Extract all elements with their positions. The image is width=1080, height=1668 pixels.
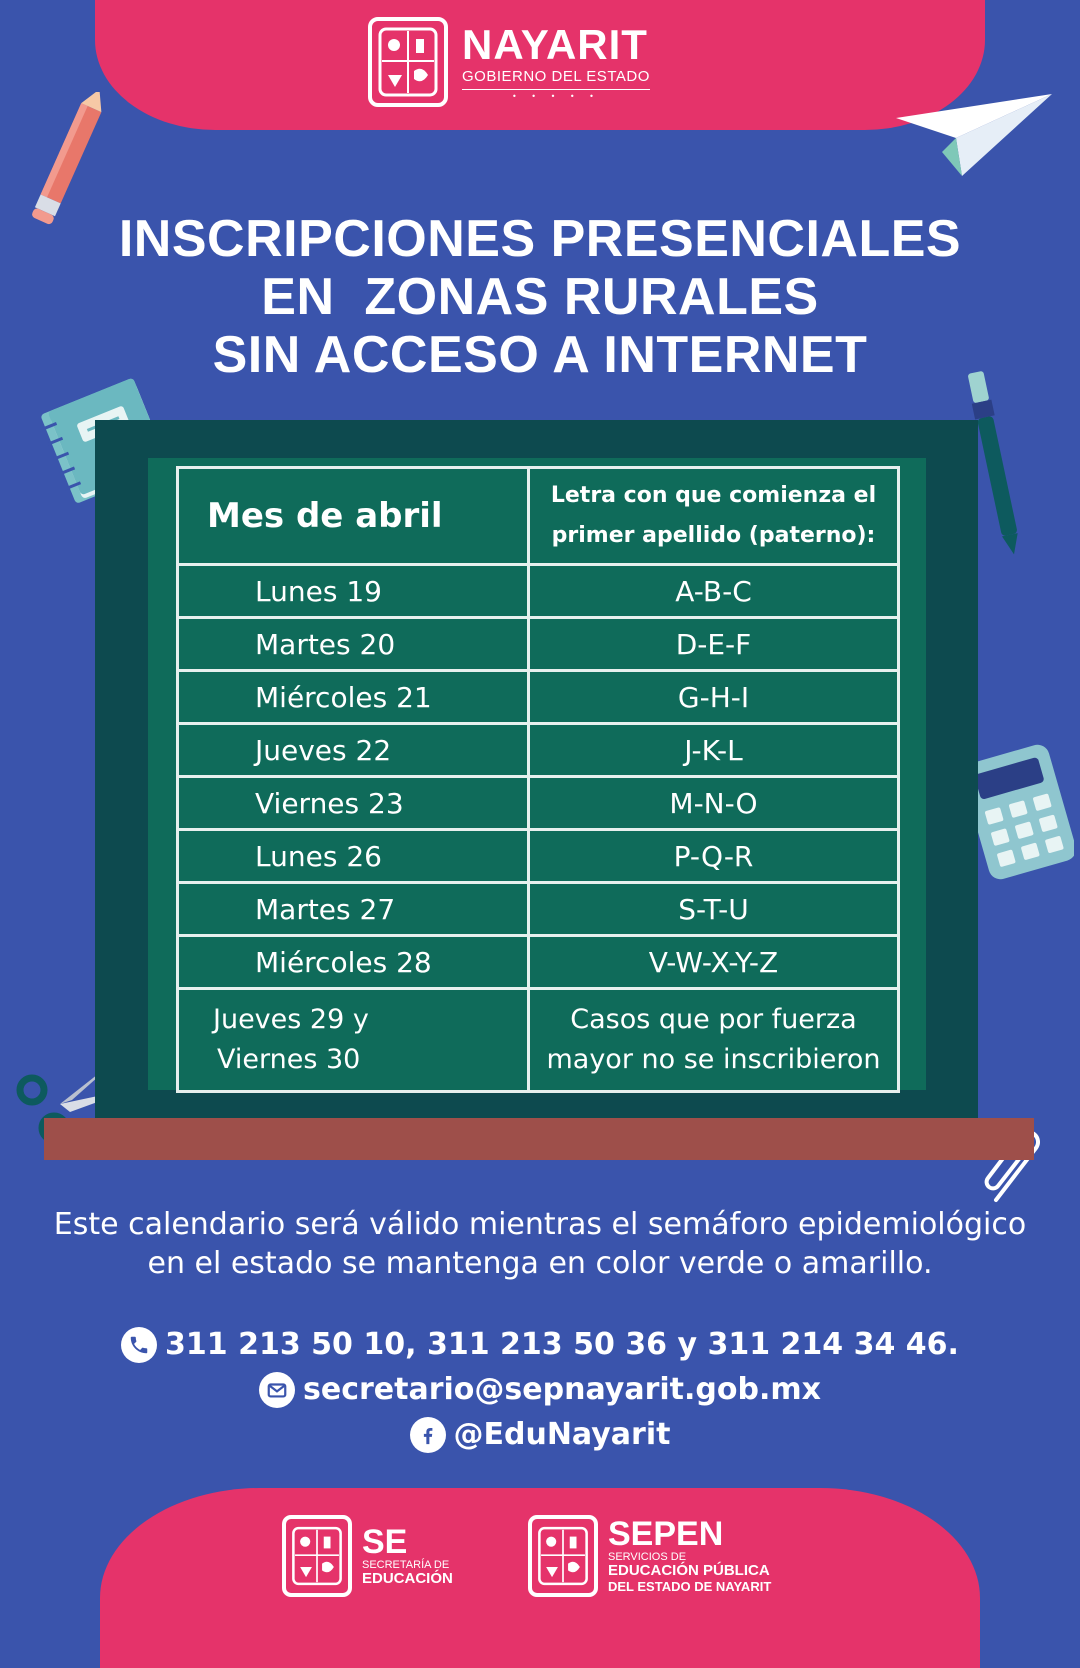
validity-note bbox=[0, 1205, 1080, 1283]
table-header-row bbox=[178, 468, 899, 565]
row-day: Jueves 22 bbox=[178, 724, 529, 777]
sepen-seal-icon bbox=[528, 1515, 598, 1597]
row-letters: G-H-I bbox=[529, 671, 899, 724]
last-row-text-line-2: mayor no se inscribieron bbox=[546, 1044, 881, 1075]
title-line-3: SIN ACCESO A INTERNET bbox=[212, 326, 868, 384]
contacts bbox=[0, 1322, 1080, 1457]
schedule-table bbox=[176, 466, 900, 1093]
facebook-icon bbox=[410, 1417, 446, 1453]
note-line-1: Este calendario será válido mientras el semáforo epidemiológico bbox=[53, 1207, 1027, 1242]
header-month: Mes de abril bbox=[178, 468, 529, 565]
phone-line bbox=[0, 1322, 1080, 1367]
row-day: Miércoles 28 bbox=[178, 936, 529, 989]
facebook-handle[interactable]: @EduNayarit bbox=[453, 1417, 671, 1452]
se-sub-1: SECRETARÍA DE bbox=[362, 1559, 450, 1571]
row-letters: S-T-U bbox=[529, 883, 899, 936]
paper-plane-icon bbox=[896, 90, 1056, 180]
header-letters-line-1: Letra con que comienza el bbox=[550, 483, 877, 508]
sepen-sub-2: EDUCACIÓN PÚBLICA bbox=[608, 1562, 770, 1579]
email-link[interactable]: secretario@sepnayarit.gob.mx bbox=[303, 1372, 821, 1407]
row-day: Lunes 19 bbox=[178, 565, 529, 618]
row-letters: J-K-L bbox=[529, 724, 899, 777]
header-letters bbox=[529, 468, 899, 565]
calculator-icon bbox=[964, 742, 1074, 882]
sepen-logo bbox=[528, 1515, 771, 1597]
last-row-text-line-1: Casos que por fuerza bbox=[570, 1004, 857, 1035]
last-row-text bbox=[529, 989, 899, 1092]
row-day: Martes 27 bbox=[178, 883, 529, 936]
row-day: Lunes 26 bbox=[178, 830, 529, 883]
last-row-day-line-1: Jueves 29 y bbox=[213, 1004, 369, 1035]
logo-name: NAYARIT bbox=[462, 20, 648, 68]
chalkboard-ledge bbox=[44, 1118, 1034, 1160]
table-row bbox=[178, 936, 899, 989]
mail-icon bbox=[259, 1372, 295, 1408]
state-seal-icon bbox=[368, 17, 448, 107]
title-line-1: INSCRIPCIONES PRESENCIALES bbox=[118, 210, 962, 268]
sepen-sub-3: DEL ESTADO DE NAYARIT bbox=[608, 1579, 772, 1594]
table-row bbox=[178, 671, 899, 724]
row-letters: D-E-F bbox=[529, 618, 899, 671]
row-day: Viernes 23 bbox=[178, 777, 529, 830]
row-day: Martes 20 bbox=[178, 618, 529, 671]
table-row bbox=[178, 565, 899, 618]
se-sub-2: EDUCACIÓN bbox=[362, 1570, 453, 1587]
last-row-day-line-2: Viernes 30 bbox=[217, 1044, 361, 1075]
logo-dots: • • • • • bbox=[512, 91, 600, 101]
phone-icon bbox=[121, 1327, 157, 1363]
page-title bbox=[0, 210, 1080, 384]
nayarit-logo bbox=[368, 16, 708, 108]
phone-numbers[interactable]: 311 213 50 10, 311 213 50 36 y 311 214 34 46. bbox=[165, 1327, 959, 1362]
sepen-sub-1: SERVICIOS DE bbox=[608, 1551, 687, 1563]
facebook-line bbox=[0, 1412, 1080, 1457]
header-letters-line-2: primer apellido (paterno): bbox=[551, 523, 876, 548]
se-logo bbox=[282, 1515, 453, 1597]
title-line-2: EN ZONAS RURALES bbox=[261, 268, 819, 326]
se-title: SE bbox=[362, 1523, 408, 1561]
sepen-title: SEPEN bbox=[608, 1515, 724, 1553]
email-line bbox=[0, 1367, 1080, 1412]
table-row bbox=[178, 830, 899, 883]
se-seal-icon bbox=[282, 1515, 352, 1597]
row-letters: V-W-X-Y-Z bbox=[529, 936, 899, 989]
table-row bbox=[178, 724, 899, 777]
last-row-days bbox=[178, 989, 529, 1092]
row-day: Miércoles 21 bbox=[178, 671, 529, 724]
table-row bbox=[178, 777, 899, 830]
row-letters: P-Q-R bbox=[529, 830, 899, 883]
table-row bbox=[178, 618, 899, 671]
table-row bbox=[178, 883, 899, 936]
table-row-last bbox=[178, 989, 899, 1092]
row-letters: A-B-C bbox=[529, 565, 899, 618]
row-letters: M-N-O bbox=[529, 777, 899, 830]
note-line-2: en el estado se mantenga en color verde o amarillo. bbox=[147, 1246, 933, 1281]
logo-subtitle: GOBIERNO DEL ESTADO bbox=[462, 68, 650, 90]
